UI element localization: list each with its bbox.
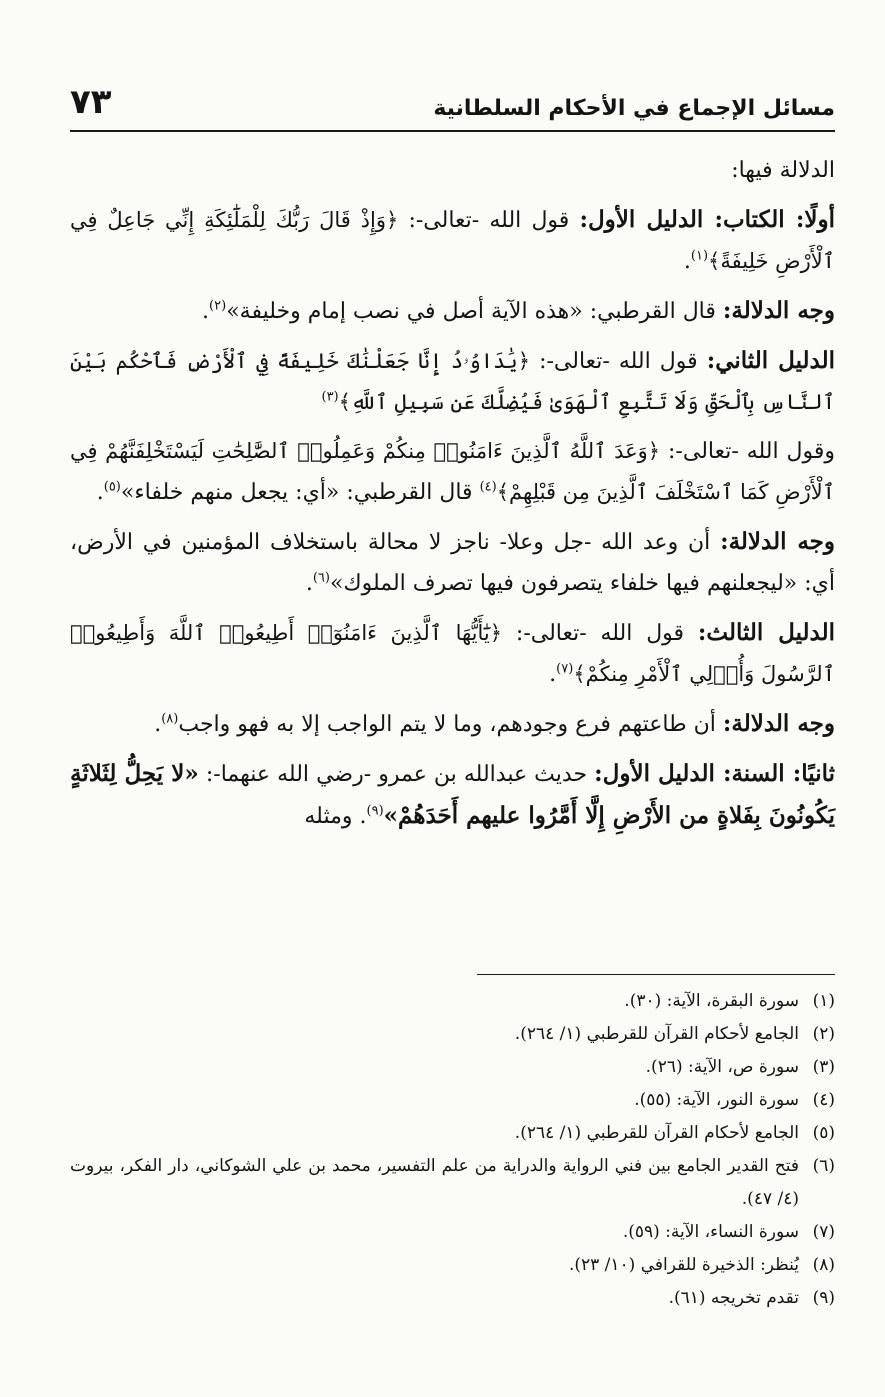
footnote-ref: (٦)	[312, 570, 330, 586]
main-text	[70, 150, 835, 845]
footnote-ref: (١)	[690, 248, 709, 264]
footnote-item: (٦) فتح القدير الجامع بين فني الرواية والدراية من علم التفسير، محمد بن علي الشوكاني، دار الفكر، بيروت (٤/ ٤٧).	[70, 1156, 835, 1209]
running-title: مسائل الإجماع في الأحكام السلطانية	[433, 96, 835, 121]
quran-verse: ﴿يَٰدَاوُۥدُ إِنَّا جَعَلْنَٰكَ خَلِيفَةً فِي ٱلْأَرْضِ فَٱحْكُم بَيْنَ ٱلنَّاسِ بِٱلْحَقِّ وَلَا تَتَّبِعِ ٱلْهَوَىٰ فَيُضِلَّكَ عَن سَبِيلِ ٱللَّهِ﴾	[70, 349, 835, 414]
quran-verse: ﴿وَإِذْ قَالَ رَبُّكَ لِلْمَلَٰٓئِكَةِ إِنِّي جَاعِلٌ فِي ٱلْأَرْضِ خَلِيفَةً﴾	[70, 208, 835, 273]
footnote-ref: (٨)	[161, 711, 179, 727]
footnote-ref: (٤)	[479, 479, 497, 495]
paragraph-evidence-1: أولًا: الكتاب: الدليل الأول: قول الله -تعالى-: ﴿وَإِذْ قَالَ رَبُّكَ لِلْمَلَٰٓئِكَةِ إِنِّي جَاعِلٌ فِي ٱلْأَرْضِ خَلِيفَةً﴾$^{(١)}$.	[70, 206, 835, 274]
section-label: الدليل الثاني:	[706, 347, 835, 374]
paragraph-evidence-2: الدليل الثاني: قول الله -تعالى-: ﴿يَٰدَاوُۥدُ إِنَّا جَعَلْنَٰكَ خَلِيفَةً فِي ٱلْأَرْضِ فَٱحْكُم بَيْنَ ٱلنَّاسِ بِٱلْحَقِّ وَلَا تَتَّبِعِ ٱلْهَوَىٰ فَيُضِلَّكَ عَن سَبِيلِ ٱللَّهِ﴾$^{(٣)}$	[70, 347, 835, 414]
quran-verse: ﴿وَعَدَ ٱللَّهُ ٱلَّذِينَ ءَامَنُوا۟ مِنكُمْ وَعَمِلُوا۟ ٱلصَّٰلِحَٰتِ لَيَسْتَخْلِفَنَّهُمْ فِي ٱلْأَرْضِ كَمَا ٱسْتَخْلَفَ ٱلَّذِينَ مِن قَبْلِهِمْ﴾	[70, 439, 835, 504]
hadith-text: «لا يَحِلُّ لِثَلاثَةٍ يَكُونُونَ بِفَلاةٍ من الأَرْضِ إِلَّا أَمَّرُوا عليهم أَحَدَهُمْ»	[70, 760, 835, 829]
footnote-ref: (٢)	[209, 298, 227, 314]
paragraph-indication-3: وجه الدلالة: أن طاعتهم فرع وجودهم، وما لا يتم الواجب إلا به فهو واجب$^{(٨)}$.	[154, 710, 835, 737]
paragraph-evidence-2b: وقول الله -تعالى-: ﴿وَعَدَ ٱللَّهُ ٱلَّذِينَ ءَامَنُوا۟ مِنكُمْ وَعَمِلُوا۟ ٱلصَّٰلِحَٰتِ لَيَسْتَخْلِفَنَّهُمْ فِي ٱلْأَرْضِ كَمَا ٱسْتَخْلَفَ ٱلَّذِينَ مِن قَبْلِهِمْ﴾$^{(٤)}$ قال القرطبي: «أي: يجعل منهم خلفاء»$^{(٥)}$.	[70, 439, 835, 505]
footnote-divider	[477, 974, 835, 975]
footnote-item: (١) سورة البقرة، الآية: (٣٠).	[624, 991, 835, 1011]
footnote-ref: (٥)	[103, 479, 121, 495]
paragraph-indication-2: وجه الدلالة: أن وعد الله -جل وعلا- ناجز لا محالة باستخلاف المؤمنين في الأرض، أي: «ليجعلنهم فيها خلفاء يتصرفون فيها تصرف الملوك»$^{(٦)}$.	[70, 528, 835, 596]
footnote-item: (٣) سورة ص، الآية: (٢٦).	[645, 1057, 835, 1077]
quran-verse: ﴿يَٰٓأَيُّهَا ٱلَّذِينَ ءَامَنُوٓا۟ أَطِيعُوا۟ ٱللَّهَ وَأَطِيعُوا۟ ٱلرَّسُولَ وَأُو۟لِي ٱلْأَمْرِ مِنكُمْ﴾	[70, 621, 835, 686]
paragraph-indication-1: وجه الدلالة: قال القرطبي: «هذه الآية أصل في نصب إمام وخليفة»$^{(٢)}$.	[202, 297, 835, 324]
footnote-ref: (٣)	[321, 389, 339, 405]
section-label: ثانيًا: السنة: الدليل الأول:	[594, 760, 836, 787]
paragraph-sunnah: ثانيًا: السنة: الدليل الأول: حديث عبدالله بن عمرو -رضي الله عنهما-: «لا يَحِلُّ لِثَلاثَةٍ يَكُونُونَ بِفَلاةٍ من الأَرْضِ إِلَّا أَمَّرُوا عليهم أَحَدَهُمْ»$^{(٩)}$. ومثله	[70, 760, 836, 829]
section-label: وجه الدلالة:	[720, 528, 835, 555]
section-label: أولًا: الكتاب: الدليل الأول:	[579, 206, 835, 233]
section-label: وجه الدلالة:	[722, 710, 835, 737]
page-number: ٧٣	[70, 82, 112, 122]
footnote-item: (٥) الجامع لأحكام القرآن للقرطبي (١/ ٢٦٤).	[514, 1123, 835, 1143]
footnote-item: (٩) تقدم تخريجه (٦١).	[668, 1288, 835, 1308]
section-label: وجه الدلالة:	[722, 297, 835, 324]
footnote-ref: (٧)	[556, 661, 574, 677]
footnote-item: (٤) سورة النور، الآية: (٥٥).	[634, 1090, 835, 1110]
footnote-item: (٧) سورة النساء، الآية: (٥٩).	[622, 1222, 835, 1242]
footnotes	[70, 985, 835, 1315]
page-header	[70, 78, 835, 132]
paragraph-intro: الدلالة فيها:	[731, 158, 835, 183]
section-label: الدليل الثالث:	[697, 619, 835, 646]
paragraph-evidence-3: الدليل الثالث: قول الله -تعالى-: ﴿يَٰٓأَيُّهَا ٱلَّذِينَ ءَامَنُوٓا۟ أَطِيعُوا۟ ٱللَّهَ وَأَطِيعُوا۟ ٱلرَّسُولَ وَأُو۟لِي ٱلْأَمْرِ مِنكُمْ﴾$^{(٧)}$.	[70, 619, 835, 687]
footnote-ref: (٩)	[366, 803, 384, 819]
footnote-item: (٢) الجامع لأحكام القرآن للقرطبي (١/ ٢٦٤).	[514, 1024, 835, 1044]
footnote-item: (٨) يُنظر: الذخيرة للقرافي (١٠/ ٢٣).	[568, 1255, 835, 1275]
